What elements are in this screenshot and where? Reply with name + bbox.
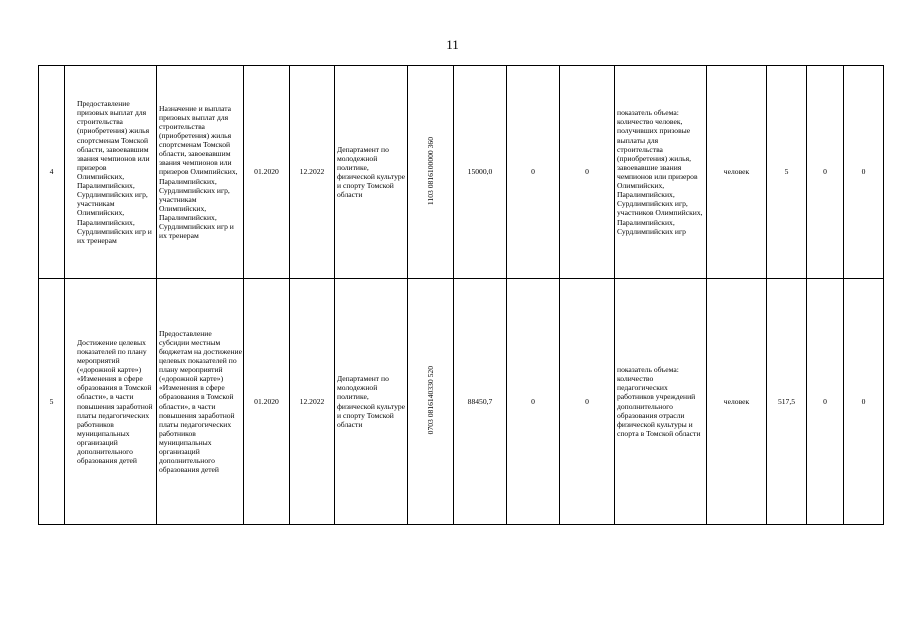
indicator-cell: показатель объема: количество педагогических работников учреждений дополнительного образования отрасли физической культуры и спорта в Томской области (615, 279, 707, 525)
value-cell-2: 0 (807, 279, 844, 525)
row-number: 5 (39, 279, 65, 525)
start-date-cell: 01.2020 (244, 279, 290, 525)
executor-cell: Департамент по молодежной политике, физической культуре и спорту Томской области (335, 279, 408, 525)
row-number: 4 (39, 66, 65, 279)
value-cell-1: 5 (767, 66, 807, 279)
amount-cell-2: 0 (507, 66, 560, 279)
budget-code-text: 1103 0816100000 360 (425, 136, 435, 205)
amount-cell: 88450,7 (454, 279, 507, 525)
measure-cell: Назначение и выплата призовых выплат для строительства (приобретения) жилья спортсменам Томской области, завоевавшим звания чемпионов или призеров Олимпийских, Паралимпийских, Сурдлимпийских игр, участникам Олимпийских, Паралимпийских, Сурдлимпийских игр и их тренерам (157, 66, 244, 279)
amount-cell-3: 0 (560, 279, 615, 525)
unit-cell: человек (707, 279, 767, 525)
value-cell-2: 0 (807, 66, 844, 279)
value-cell-1: 517,5 (767, 279, 807, 525)
budget-code-cell (408, 66, 454, 279)
amount-cell-2: 0 (507, 279, 560, 525)
budget-code-cell (408, 279, 454, 525)
indicator-cell: показатель объема: количество человек, получивших призовые выплаты для строительства (приобретения) жилья, завоевавшие звания чемпионов или призеров Олимпийских, Паралимпийских, Сурдлимпийских игр, участников Олимпийских, Паралимпийских, Сурдлимпийских игр (615, 66, 707, 279)
page-number: 11 (446, 37, 459, 52)
value-cell-3: 0 (844, 66, 884, 279)
amount-cell: 15000,0 (454, 66, 507, 279)
value-cell-3: 0 (844, 279, 884, 525)
table-row (39, 279, 884, 525)
budget-code-text: 0703 0816140330 520 (425, 366, 435, 435)
end-date-cell: 12.2022 (290, 66, 335, 279)
task-cell: Достижение целевых показателей по плану мероприятий («дорожной карте») «Изменения в сфере образования в Томской области», в части повышения заработной платы педагогических работников муниципальных организаций дополнительного образования детей (65, 279, 157, 525)
measure-cell: Предоставление субсидии местным бюджетам на достижение целевых показателей по плану мероприятий («дорожной карте») «Изменения в сфере образования в Томской области», в части повышения заработной платы педагогических работников муниципальных организаций дополнительного образования детей (157, 279, 244, 525)
program-measures-table (38, 65, 884, 525)
executor-cell: Департамент по молодежной политике, физической культуре и спорту Томской области (335, 66, 408, 279)
table-row (39, 66, 884, 279)
amount-cell-3: 0 (560, 66, 615, 279)
end-date-cell: 12.2022 (290, 279, 335, 525)
start-date-cell: 01.2020 (244, 66, 290, 279)
unit-cell: человек (707, 66, 767, 279)
task-cell: Предоставление призовых выплат для строительства (приобретения) жилья спортсменам Томской области, завоевавшим звания чемпионов или призеров Олимпийских, Паралимпийских, Сурдлимпийских игр, участникам Олимпийских, Паралимпийских, Сурдлимпийских игр и их тренерам (65, 66, 157, 279)
